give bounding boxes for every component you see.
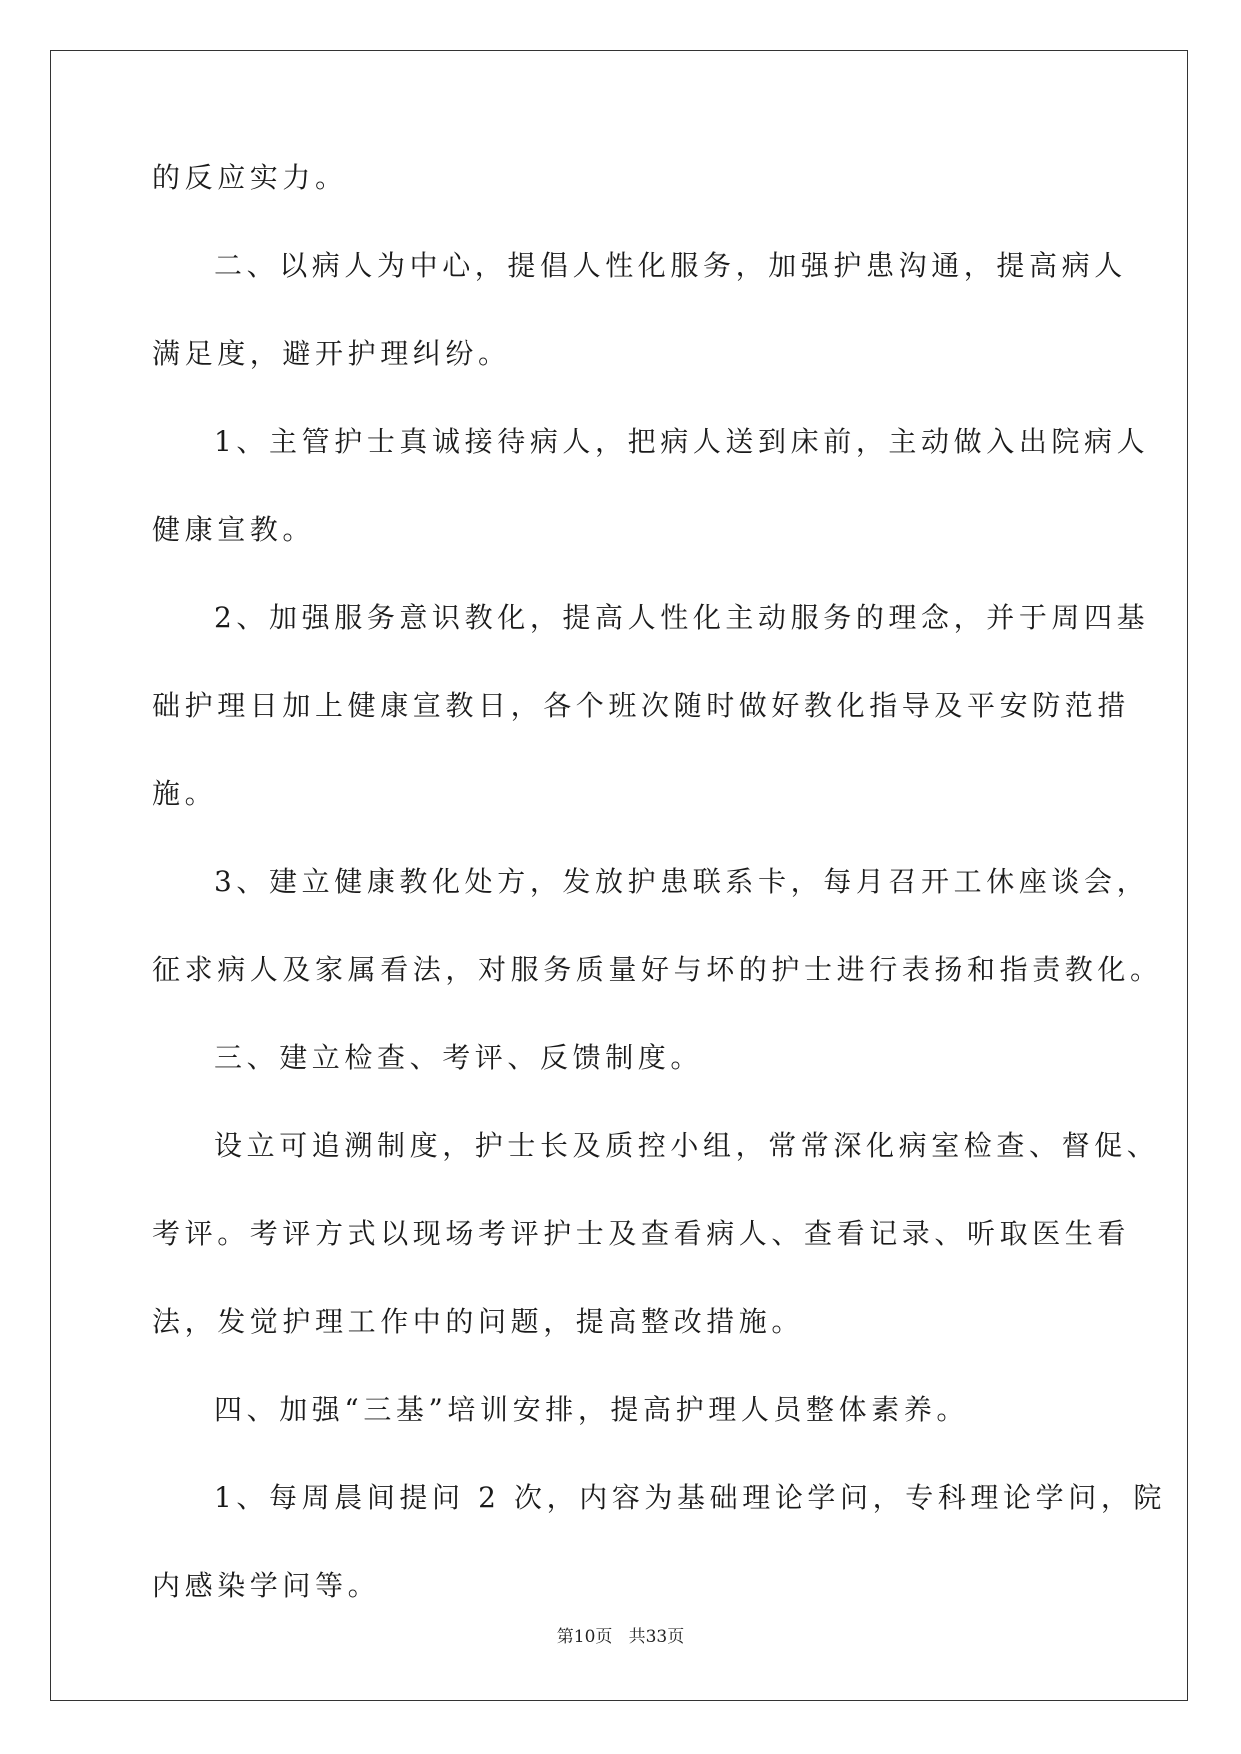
text-line: 础护理日加上健康宣教日，各个班次随时做好教化指导及平安防范措	[152, 689, 1131, 722]
text-line: 内感染学问等。	[152, 1569, 381, 1602]
list-item: 3、建立健康教化处方，发放护患联系卡，每月召开工休座谈会，	[214, 865, 1150, 898]
page-number: 10	[573, 1627, 596, 1647]
page-footer	[0, 1622, 1241, 1647]
section-heading: 四、加强“三基”培训安排，提高护理人员整体素养。	[214, 1393, 970, 1426]
page-prefix: 第	[556, 1627, 574, 1647]
list-item: 1、主管护士真诚接待病人，把病人送到床前，主动做入出院病人	[214, 425, 1150, 458]
text-line: 施。	[152, 777, 218, 810]
section-heading: 三、建立检查、考评、反馈制度。	[214, 1041, 704, 1074]
list-item: 2、加强服务意识教化，提高人性化主动服务的理念，并于周四基	[214, 601, 1150, 634]
total-prefix: 共	[628, 1627, 646, 1647]
text-line: 考评。考评方式以现场考评护士及查看病人、查看记录、听取医生看	[152, 1217, 1131, 1250]
text-line: 征求病人及家属看法，对服务质量好与坏的护士进行表扬和指责教化。	[152, 953, 1163, 986]
text-line: 满足度，避开护理纠纷。	[152, 337, 511, 370]
total-pages: 33	[645, 1627, 668, 1647]
paragraph-start: 设立可追溯制度，护士长及质控小组，常常深化病室检查、督促、	[214, 1129, 1160, 1162]
text-line: 的反应实力。	[152, 161, 348, 194]
text-line: 法，发觉护理工作中的问题，提高整改措施。	[152, 1305, 805, 1338]
total-suffix: 页	[667, 1627, 685, 1647]
section-heading: 二、以病人为中心，提倡人性化服务，加强护患沟通，提高病人	[214, 249, 1127, 282]
list-item: 1、每周晨间提问 2 次，内容为基础理论学问，专科理论学问，院	[214, 1481, 1167, 1514]
text-line: 健康宣教。	[152, 513, 316, 546]
page-suffix: 页	[595, 1627, 613, 1647]
